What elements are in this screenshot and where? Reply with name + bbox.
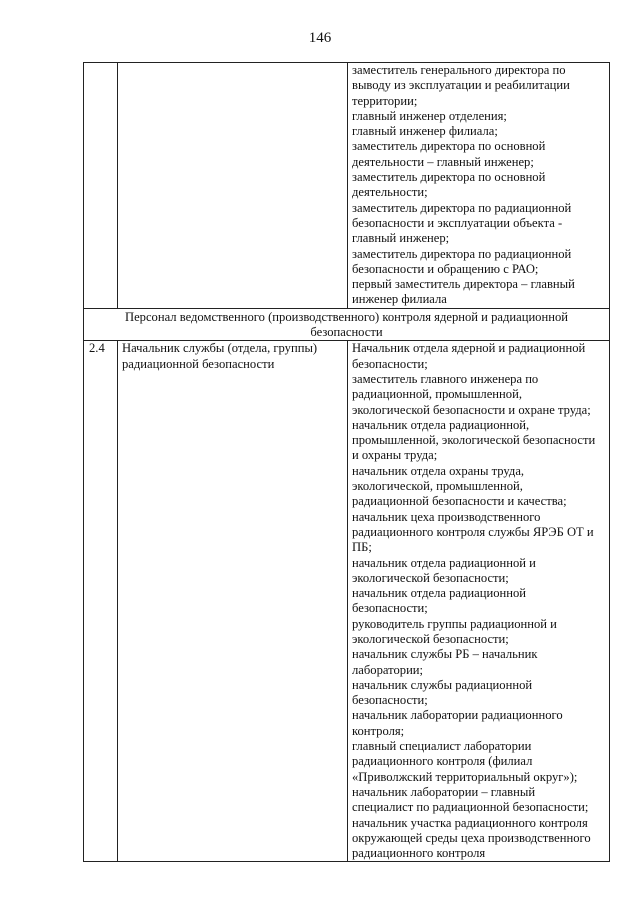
- positions-list-cell: [348, 341, 610, 862]
- section-header-line: безопасности: [310, 325, 383, 340]
- position-list-line: территории;: [352, 93, 418, 108]
- position-list-line: Начальник отдела ядерной и радиационной: [352, 341, 586, 356]
- position-list-line: начальник цеха производственного: [352, 509, 541, 524]
- section-header-line: Персонал ведомственного (производственного) контроля ядерной и радиационной: [124, 309, 568, 324]
- personnel-table: [83, 62, 610, 862]
- position-list-line: начальник участка радиационного контроля: [352, 815, 588, 830]
- position-list-line: первый заместитель директора – главный: [352, 277, 575, 292]
- page-number: 146: [308, 30, 332, 46]
- row-number-cell: [84, 63, 118, 309]
- position-list-line: начальник отдела радиационной и: [352, 555, 536, 570]
- position-list-line: заместитель генерального директора по: [352, 63, 566, 77]
- position-list-line: главный специалист лаборатории: [352, 739, 532, 754]
- position-list-line: главный инженер отделения;: [352, 108, 507, 123]
- position-title-line: Начальник службы (отдела, группы): [122, 341, 318, 356]
- position-list-line: безопасности;: [352, 693, 428, 708]
- position-list-line: радиационного контроля (филиал: [352, 754, 533, 769]
- position-list-line: начальник службы радиационной: [352, 677, 533, 692]
- position-list-line: экологической безопасности;: [352, 570, 509, 585]
- position-list-line: деятельности;: [352, 185, 428, 200]
- position-list-line: заместитель директора по основной: [352, 139, 546, 154]
- position-list-line: специалист по радиационной безопасности;: [352, 800, 589, 815]
- position-list-line: начальник отдела радиационной: [352, 586, 527, 601]
- position-list-line: контроля;: [352, 723, 405, 738]
- position-list-line: главный инженер;: [352, 231, 450, 246]
- position-list-line: радиационной безопасности и качества;: [352, 494, 567, 509]
- position-cell: [118, 63, 348, 309]
- position-list-line: инженер филиала: [352, 292, 447, 307]
- position-cell: [118, 341, 348, 862]
- position-list-line: безопасности;: [352, 601, 428, 616]
- row-number-cell: 2.4: [84, 341, 118, 862]
- table-row-continued: [84, 63, 610, 309]
- position-list-line: безопасности и эксплуатации объекта -: [352, 215, 563, 230]
- position-list-line: начальник лаборатории – главный: [352, 784, 536, 799]
- position-list-line: и охраны труда;: [352, 448, 438, 463]
- position-list-line: окружающей среды цеха производственного: [352, 830, 591, 845]
- table-row-2-4: [84, 341, 610, 862]
- position-list-line: ПБ;: [352, 540, 372, 555]
- position-title-line: радиационной безопасности: [122, 356, 275, 371]
- position-list-line: начальник отдела охраны труда,: [352, 463, 525, 478]
- position-list-line: промышленной, экологической безопасности: [352, 433, 596, 448]
- position-list-line: заместитель директора по радиационной: [352, 246, 572, 261]
- position-list-line: «Приволжский территориальный округ»);: [352, 769, 578, 784]
- position-list-line: лаборатории;: [352, 662, 424, 677]
- position-list-line: главный инженер филиала;: [352, 124, 498, 139]
- position-list-line: деятельности – главный инженер;: [352, 154, 534, 169]
- position-list-line: экологической безопасности;: [352, 631, 509, 646]
- position-list-line: радиационного контроля: [352, 846, 486, 861]
- position-list-line: начальник отдела радиационной,: [352, 417, 530, 432]
- positions-list-cell: [348, 63, 610, 309]
- position-list-line: начальник службы РБ – начальник: [352, 647, 538, 662]
- position-list-line: безопасности;: [352, 356, 428, 371]
- position-list-line: экологической безопасности и охране труда;: [352, 402, 591, 417]
- position-list-line: радиационного контроля службы ЯРЭБ ОТ и: [352, 524, 594, 539]
- position-list-line: радиационной, промышленной,: [352, 387, 522, 402]
- position-list-line: руководитель группы радиационной и: [352, 616, 557, 631]
- position-list-line: экологической, промышленной,: [352, 479, 523, 494]
- position-list-line: начальник лаборатории радиационного: [352, 708, 563, 723]
- position-list-line: выводу из эксплуатации и реабилитации: [352, 78, 570, 93]
- position-list-line: заместитель директора по радиационной: [352, 200, 572, 215]
- section-header: [84, 308, 610, 341]
- position-list-line: заместитель главного инженера по: [352, 371, 539, 386]
- position-list-line: заместитель директора по основной: [352, 170, 546, 185]
- section-header-row: [84, 308, 610, 341]
- position-list-line: безопасности и обращению с РАО;: [352, 261, 539, 276]
